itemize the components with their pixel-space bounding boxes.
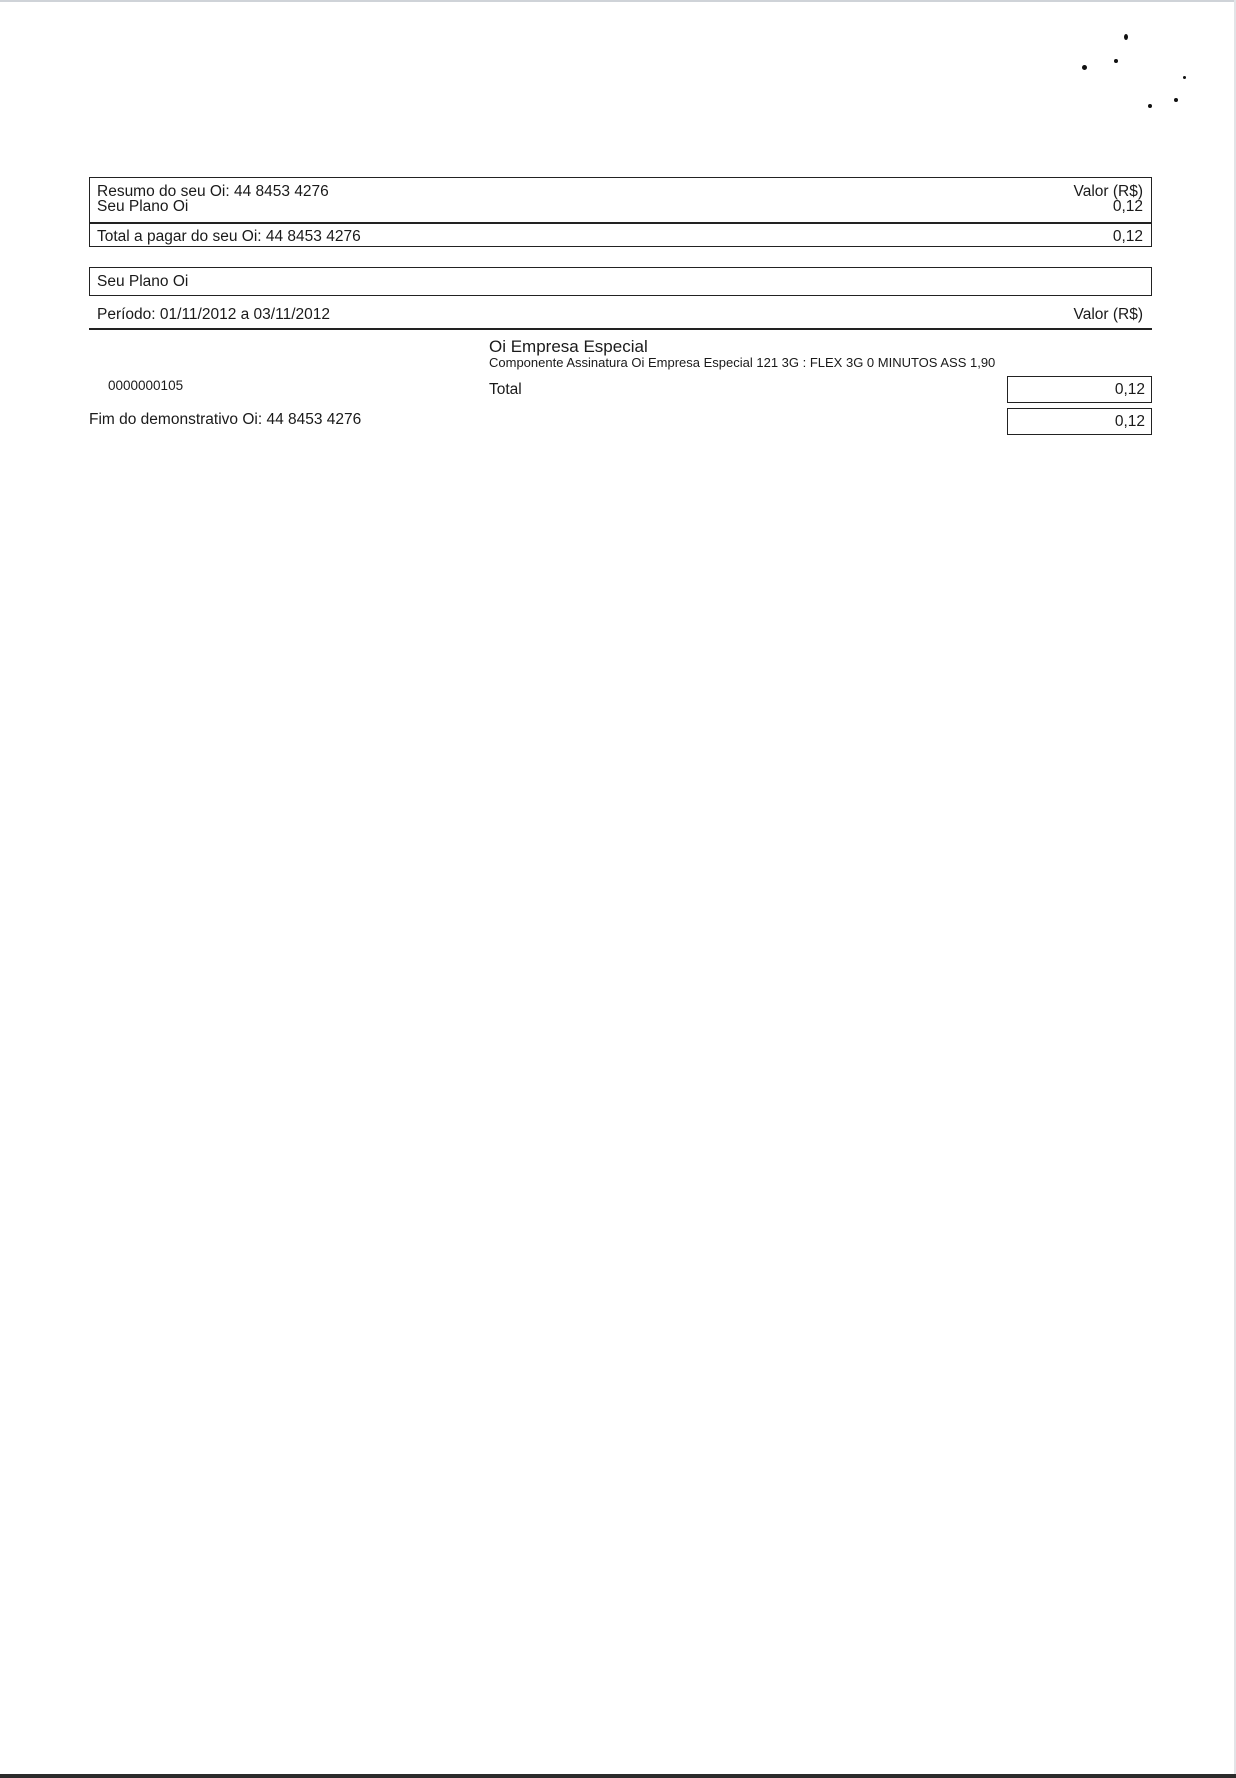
end-of-statement-label: Fim do demonstrativo Oi: 44 8453 4276 — [89, 411, 362, 428]
end-of-statement-value-box — [1007, 408, 1152, 435]
plan-period: Período: 01/11/2012 a 03/11/2012 — [97, 306, 330, 323]
summary-plan-label: Seu Plano Oi — [97, 198, 189, 215]
period-rule — [89, 328, 1152, 330]
summary-plan-value: 0,12 — [1112, 198, 1143, 215]
summary-title: Resumo do seu Oi: 44 8453 4276 — [97, 183, 329, 200]
plan-item-title: Oi Empresa Especial — [489, 337, 648, 356]
plan-total-label: Total — [489, 381, 522, 398]
plan-total-value-box — [1007, 376, 1152, 403]
scan-edge-bottom — [0, 1774, 1236, 1778]
summary-total-label: Total a pagar do seu Oi: 44 8453 4276 — [97, 228, 361, 245]
plan-value-header: Valor (R$) — [1073, 306, 1143, 323]
plan-section-header — [89, 267, 1152, 296]
end-of-statement-value: 0,12 — [1114, 413, 1145, 430]
plan-section-title: Seu Plano Oi — [97, 273, 189, 290]
plan-total-value: 0,12 — [1114, 381, 1145, 398]
summary-total-value: 0,12 — [1112, 228, 1143, 245]
scan-edge-top — [0, 0, 1236, 2]
plan-code: 0000000105 — [108, 378, 184, 393]
plan-item-description: Componente Assinatura Oi Empresa Especial 121 3G : FLEX 3G 0 MINUTOS ASS 1,90 — [489, 355, 996, 370]
summary-value-header: Valor (R$) — [1073, 183, 1143, 200]
summary-separator — [89, 222, 1152, 224]
